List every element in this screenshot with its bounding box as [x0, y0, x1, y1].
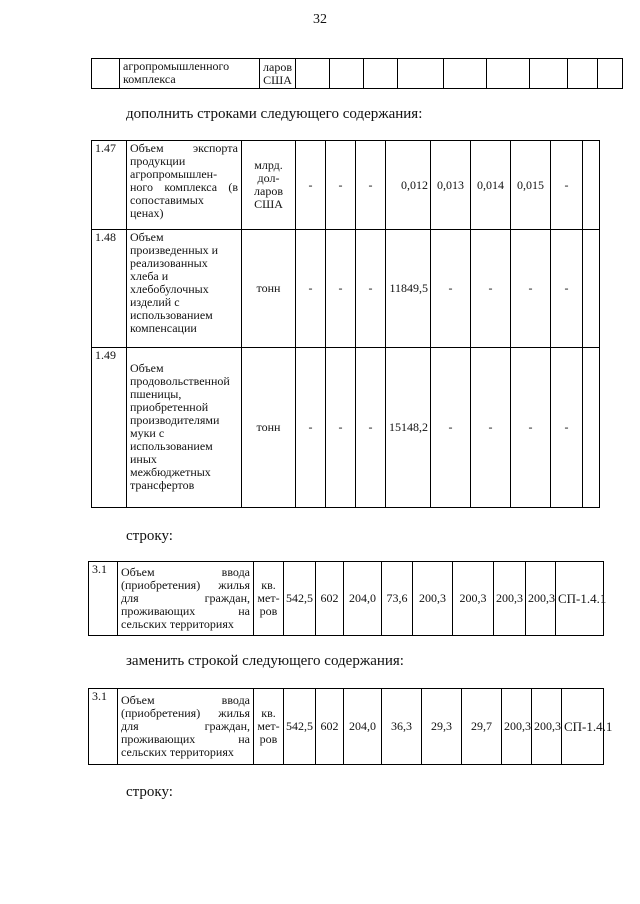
value-cell: - [551, 230, 583, 348]
top-table-fragment [91, 58, 623, 89]
value-cell: 0,014 [471, 141, 511, 230]
value-cell: 200,3 [494, 562, 526, 636]
row-unit: тонн [242, 348, 296, 508]
value-cell: 602 [316, 562, 344, 636]
row-number: 3.1 [89, 689, 118, 765]
value-cell [583, 348, 600, 508]
row-label: Объем ввода (приобретения) жилья для граждан, проживающих на сельских территориях [118, 689, 254, 765]
table-cell [364, 59, 398, 89]
row-number: 1.47 [92, 141, 127, 230]
value-cell: 0,012 [386, 141, 431, 230]
row-label: Объем экспорта продукции агропромышлен-ного комплекса (в сопоставимых ценах) [127, 141, 242, 230]
row-unit: тонн [242, 230, 296, 348]
value-cell: 11849,5 [386, 230, 431, 348]
value-cell: - [431, 230, 471, 348]
value-cell: - [296, 230, 326, 348]
value-cell: - [471, 348, 511, 508]
value-cell: 542,5 [284, 562, 316, 636]
row-unit: кв. мет-ров [254, 562, 284, 636]
value-cell: - [326, 230, 356, 348]
table-cell [487, 59, 530, 89]
value-cell [583, 141, 600, 230]
value-cell: - [326, 141, 356, 230]
row-unit: ларов США [260, 59, 296, 89]
table-row [92, 230, 600, 348]
row-number: 1.49 [92, 348, 127, 508]
value-cell: - [356, 141, 386, 230]
value-cell: - [296, 141, 326, 230]
value-cell: 29,7 [462, 689, 502, 765]
table-cell [530, 59, 568, 89]
table-cell [598, 59, 623, 89]
value-cell: 0,013 [431, 141, 471, 230]
value-cell: 73,6 [382, 562, 413, 636]
page-number: 32 [313, 12, 327, 27]
row-number: 3.1 [89, 562, 118, 636]
row-number: 1.48 [92, 230, 127, 348]
value-cell: 200,3 [526, 562, 556, 636]
value-cell: - [551, 141, 583, 230]
value-cell: - [356, 348, 386, 508]
value-cell: 204,0 [344, 689, 382, 765]
value-cell: 200,3 [502, 689, 532, 765]
value-cell: 200,3 [532, 689, 562, 765]
value-cell: СП-1.4.1 [562, 689, 604, 765]
table-row [92, 141, 600, 230]
value-cell: 200,3 [453, 562, 494, 636]
indicator-table-1 [91, 140, 600, 508]
value-cell: - [551, 348, 583, 508]
value-cell: - [511, 230, 551, 348]
value-cell: 542,5 [284, 689, 316, 765]
table-cell [568, 59, 598, 89]
table-cell [444, 59, 487, 89]
value-cell: СП-1.4.1 [556, 562, 604, 636]
row-label: Объем ввода (приобретения) жилья для граждан, проживающих на сельских территориях [118, 562, 254, 636]
row-unit: кв. мет-ров [254, 689, 284, 765]
row-label: Объем произведенных и реализованных хлеба и хлебобулочных изделий с использованием компенсации [127, 230, 242, 348]
paragraph-row-2: строку: [126, 784, 173, 800]
row-unit: млрд. дол-ларов США [242, 141, 296, 230]
value-cell: 0,015 [511, 141, 551, 230]
value-cell [583, 230, 600, 348]
value-cell: 36,3 [382, 689, 422, 765]
value-cell: 602 [316, 689, 344, 765]
value-cell: - [356, 230, 386, 348]
value-cell: 29,3 [422, 689, 462, 765]
value-cell: 204,0 [344, 562, 382, 636]
table-row [92, 348, 600, 508]
value-cell: - [296, 348, 326, 508]
table-row [89, 689, 604, 765]
paragraph-replace: заменить строкой следующего содержания: [126, 653, 404, 669]
value-cell: - [471, 230, 511, 348]
table-row [92, 59, 623, 89]
value-cell: - [326, 348, 356, 508]
table-cell [296, 59, 330, 89]
value-cell: - [431, 348, 471, 508]
table-cell [330, 59, 364, 89]
row-label: Объем продовольственной пшеницы, приобретенной производителями муки с использованием иных межбюджетных трансфертов [127, 348, 242, 508]
paragraph-add-rows: дополнить строками следующего содержания: [126, 106, 423, 122]
value-cell: 200,3 [413, 562, 453, 636]
value-cell: 15148,2 [386, 348, 431, 508]
table-row [89, 562, 604, 636]
table-cell [92, 59, 120, 89]
table-cell [398, 59, 444, 89]
paragraph-row: строку: [126, 528, 173, 544]
row-label: агропромышленного комплекса [120, 59, 260, 89]
indicator-table-2 [88, 561, 607, 636]
indicator-table-3 [88, 688, 613, 765]
value-cell: - [511, 348, 551, 508]
